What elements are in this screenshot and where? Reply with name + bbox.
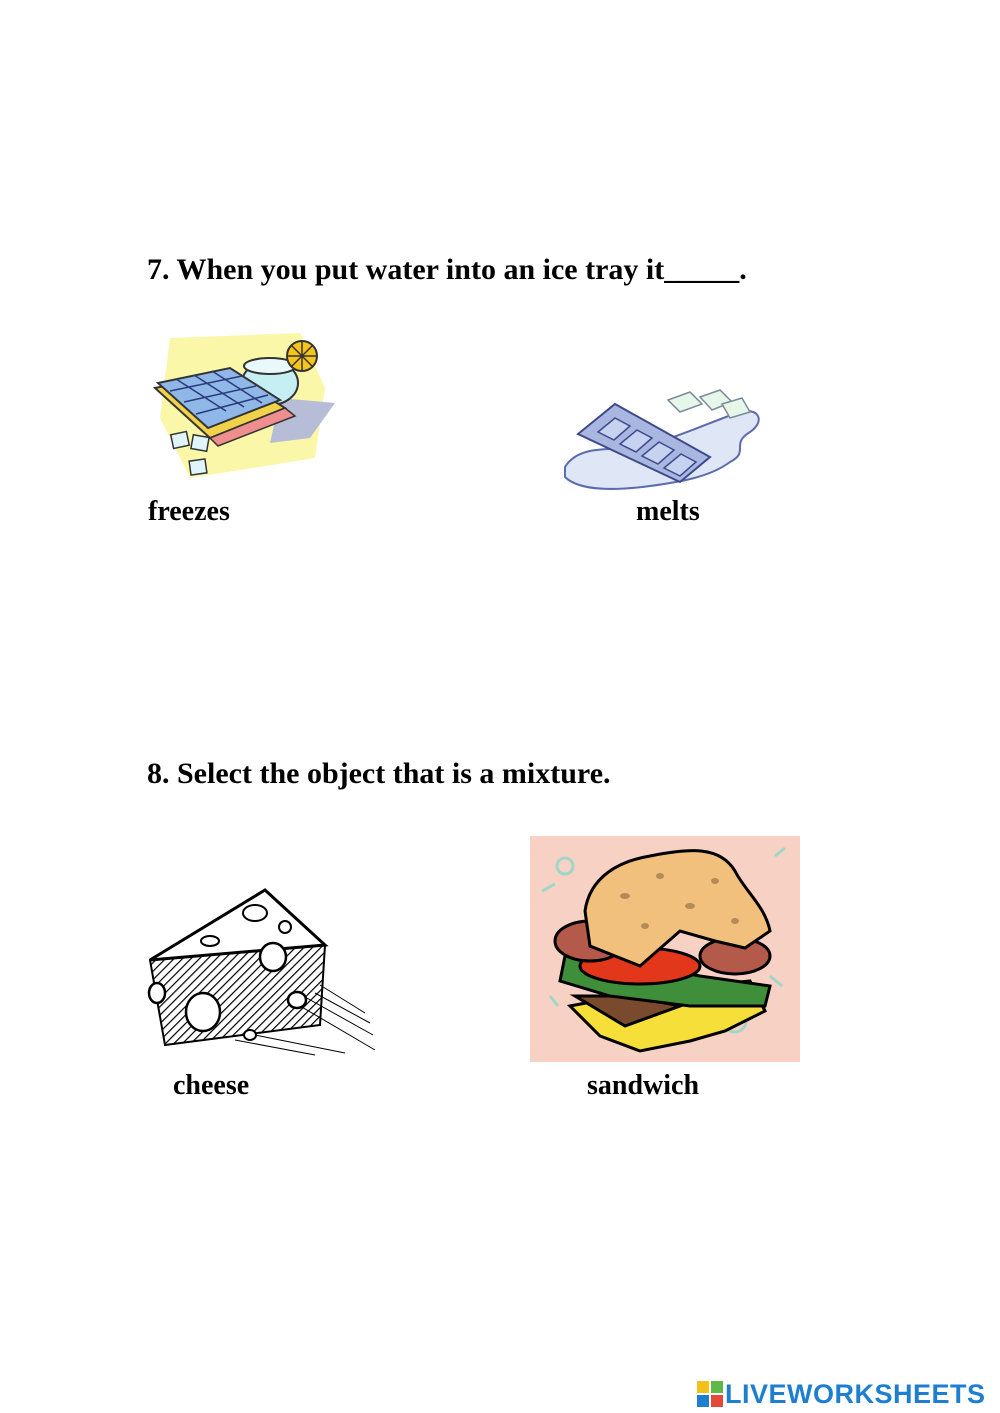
question-8-text: 8. Select the object that is a mixture. xyxy=(147,757,611,790)
sandwich-option-label[interactable]: sandwich xyxy=(587,1070,700,1101)
liveworksheets-logo[interactable] xyxy=(697,1376,986,1412)
question-7-text: 7. When you put water into an ice tray it_____. xyxy=(147,253,747,286)
ice-tray-melting-icon xyxy=(560,382,765,494)
freezes-option-image[interactable] xyxy=(150,328,340,488)
ice-tray-frozen-icon xyxy=(150,328,340,488)
lw-icon xyxy=(697,1381,723,1407)
melts-option-image[interactable] xyxy=(560,382,765,494)
melts-option-label[interactable]: melts xyxy=(636,496,700,527)
freezes-option-label[interactable]: freezes xyxy=(148,496,230,527)
sandwich-icon xyxy=(530,836,800,1062)
cheese-option-image[interactable] xyxy=(145,885,380,1057)
sandwich-option-image[interactable] xyxy=(530,836,800,1062)
logo-text: LIVEWORKSHEETS xyxy=(725,1378,986,1409)
cheese-option-label[interactable]: cheese xyxy=(173,1070,250,1101)
cheese-wedge-icon xyxy=(145,885,380,1057)
